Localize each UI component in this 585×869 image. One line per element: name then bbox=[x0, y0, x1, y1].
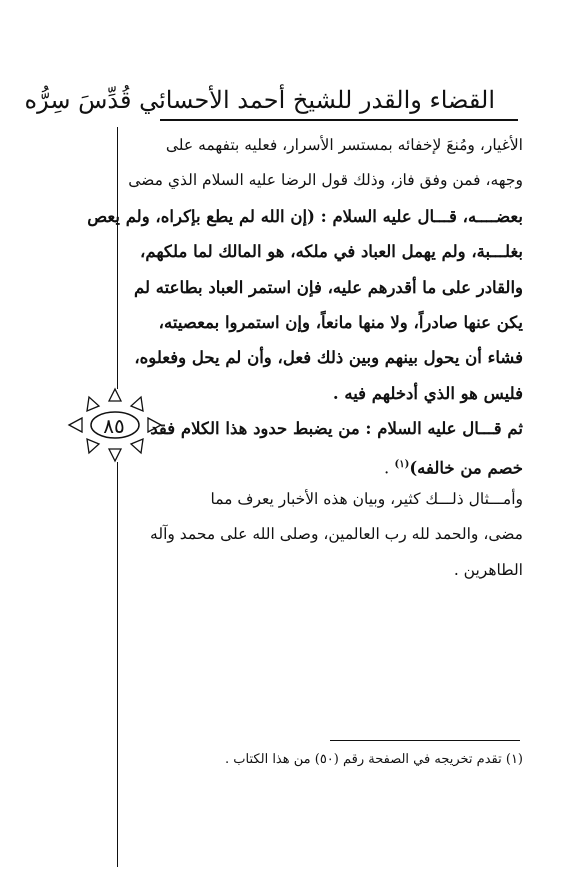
body-line: يكن عنها صادراً، ولا منها مانعاً، وإن استمروا بمعصيته، bbox=[158, 312, 523, 332]
body-line: فليس هو الذي أدخلهم فيه . bbox=[332, 383, 523, 403]
footnote-marker: (١) bbox=[394, 458, 410, 470]
body-line: وجهه، فمن وفق فاز، وذلك قول الرضا عليه السلام الذي مضى bbox=[128, 171, 523, 190]
margin-rule-top bbox=[117, 127, 118, 389]
margin-rule-bottom bbox=[117, 462, 118, 867]
page-header-title: القضاء والقدر للشيخ أحمد الأحسائي قُدِّسَ سِرُّه bbox=[24, 86, 495, 114]
body-line: فشاء أن يحول بينهم وبين ذلك فعل، وأن لم يحل وفعلوه، bbox=[134, 348, 523, 368]
body-line: بعضــــه، قـــال عليه السلام : (إن الله لم يطع بإكراه، ولم يعص bbox=[87, 206, 523, 226]
footnote-rule bbox=[330, 740, 520, 741]
body-line: ثم قـــال عليه السلام : من يضبط حدود هذا الكلام فقد bbox=[150, 419, 523, 439]
page-number: ٨٥ bbox=[103, 414, 125, 438]
footnote: (١) تقدم تخريجه في الصفحة رقم (٥٠) من هذا الكتاب . bbox=[225, 752, 523, 767]
body-line: بغلـــبة، ولم يهمل العباد في ملكه، هو المالك لما ملكهم، bbox=[140, 242, 523, 262]
body-line: الطاهرين . bbox=[453, 560, 523, 579]
header-rule bbox=[160, 119, 518, 121]
body-line: الأغيار، ومُنعَ لإخفائه بمستسر الأسرار، فعليه بتفهمه على bbox=[165, 136, 523, 154]
body-line: مضى، والحمد لله رب العالمين، وصلى الله على محمد وآله bbox=[150, 525, 523, 544]
body-line: وأمـــثال ذلـــك كثير، وبيان هذه الأخبار يعرف مما bbox=[210, 489, 523, 508]
body-line: والقادر على ما أقدرهم عليه، فإن استمر العباد بطاعته لم bbox=[134, 277, 523, 297]
body-line: خصم من خالفه)$^{(١)}$ . bbox=[384, 458, 523, 478]
